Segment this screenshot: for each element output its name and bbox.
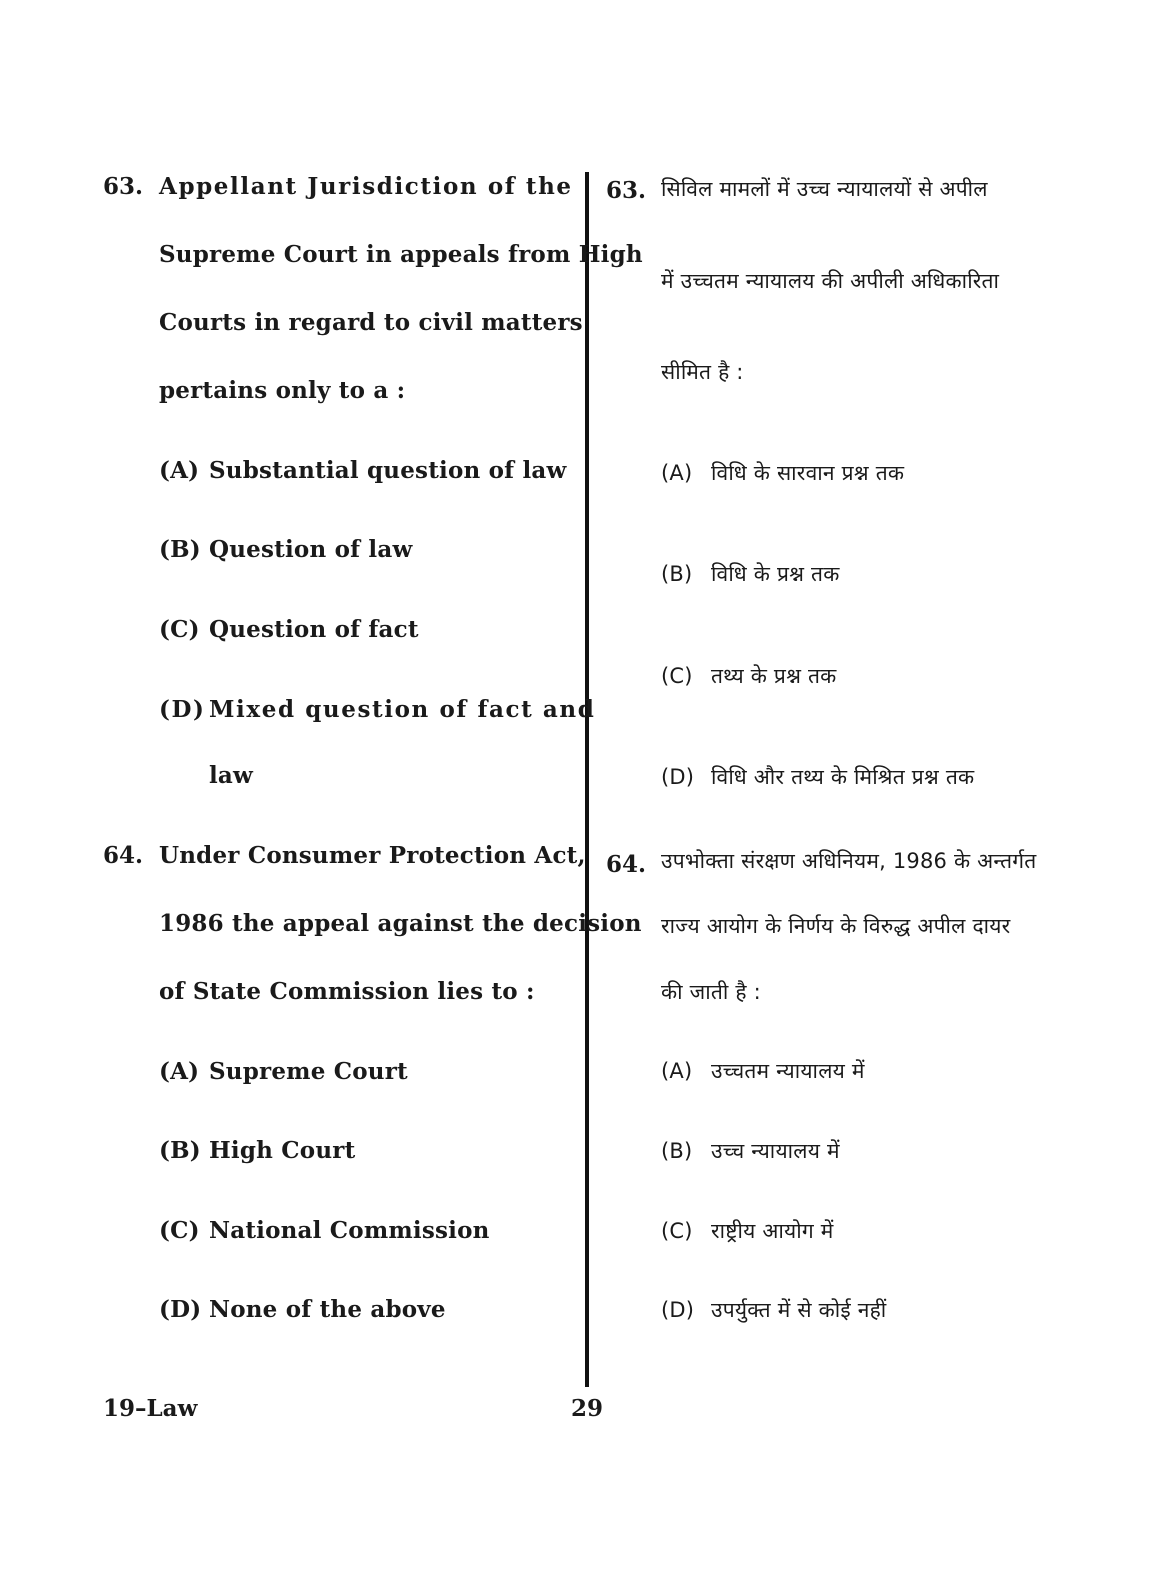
question-64-option-d-hi [661, 1295, 886, 1325]
question-64-line-1-hi: उपभोक्ता संरक्षण अधिनियम, 1986 के अन्तर्गत [661, 849, 1037, 873]
option-letter: (B) [159, 536, 201, 563]
option-letter: (C) [661, 664, 693, 688]
question-63-line-2-hi: में उच्चतम न्यायालय की अपीली अधिकारिता [661, 269, 1000, 293]
question-64-line-3-hi: की जाती है : [661, 980, 761, 1004]
question-64-line-1-en: Under Consumer Protection Act, [159, 842, 586, 869]
option-letter: (D) [159, 696, 206, 723]
option-text: Substantial question of law [209, 457, 567, 484]
option-letter: (D) [159, 1296, 202, 1323]
question-63-line-1-hi: सिविल मामलों में उच्च न्यायालयों से अपील [661, 177, 988, 201]
question-63-option-b-hi [661, 559, 840, 589]
option-text: Supreme Court [209, 1058, 408, 1085]
question-63-option-b-en [159, 535, 412, 565]
question-63-line-3-en: Courts in regard to civil matters [159, 309, 583, 336]
option-letter: (C) [661, 1219, 693, 1243]
option-letter: (A) [661, 1059, 693, 1083]
option-letter: (D) [661, 1298, 695, 1322]
option-text: High Court [209, 1137, 356, 1164]
question-64-option-c-en [159, 1216, 490, 1246]
option-letter: (B) [159, 1137, 201, 1164]
question-63-option-d-hi [661, 762, 974, 792]
option-letter: (A) [159, 457, 200, 484]
option-text: विधि और तथ्य के मिश्रित प्रश्न तक [711, 765, 975, 789]
option-letter: (B) [661, 562, 693, 586]
option-text: उपर्युक्त में से कोई नहीं [711, 1298, 887, 1322]
option-text: None of the above [209, 1296, 446, 1323]
option-letter: (A) [661, 461, 693, 485]
question-63-option-d-en [159, 695, 595, 725]
option-text: विधि के सारवान प्रश्न तक [711, 461, 905, 485]
question-64-line-3-en: of State Commission lies to : [159, 978, 535, 1005]
question-64-line-2-en: 1986 the appeal against the decision [159, 910, 642, 937]
option-text: Question of fact [209, 616, 419, 643]
question-63-line-3-hi: सीमित है : [661, 360, 744, 384]
page-number: 29 [571, 1395, 604, 1422]
question-63-option-d-continuation-en: law [209, 762, 254, 789]
question-63-option-a-en [159, 456, 567, 486]
option-letter: (C) [159, 1217, 200, 1244]
question-64-number-hi: 64. [606, 851, 647, 878]
option-text: उच्च न्यायालय में [711, 1139, 840, 1163]
option-letter: (A) [159, 1058, 200, 1085]
option-text: Mixed question of fact and [209, 696, 596, 723]
question-63-number-en: 63. [103, 173, 144, 200]
question-64-option-b-hi [661, 1136, 840, 1166]
question-63-line-1-en: Appellant Jurisdiction of the [159, 173, 573, 200]
question-64-option-a-en [159, 1057, 408, 1087]
option-text: तथ्य के प्रश्न तक [711, 664, 837, 688]
question-63-option-a-hi [661, 458, 904, 488]
option-letter: (B) [661, 1139, 693, 1163]
question-64-line-2-hi: राज्य आयोग के निर्णय के विरुद्ध अपील दायर [661, 914, 1011, 938]
question-63-line-4-en: pertains only to a : [159, 377, 406, 404]
question-64-option-b-en [159, 1136, 355, 1166]
column-divider [585, 172, 589, 1387]
question-63-number-hi: 63. [606, 177, 647, 204]
question-64-number-en: 64. [103, 842, 144, 869]
option-text: उच्चतम न्यायालय में [711, 1059, 865, 1083]
question-64-option-c-hi [661, 1216, 834, 1246]
option-text: विधि के प्रश्न तक [711, 562, 840, 586]
question-64-option-a-hi [661, 1056, 865, 1086]
question-63-option-c-hi [661, 661, 837, 691]
question-63-option-c-en [159, 615, 419, 645]
option-letter: (D) [661, 765, 695, 789]
option-text: राष्ट्रीय आयोग में [711, 1219, 834, 1243]
question-63-line-2-en: Supreme Court in appeals from High [159, 241, 643, 268]
option-text: Question of law [209, 536, 413, 563]
question-64-option-d-en [159, 1295, 446, 1325]
option-text: National Commission [209, 1217, 490, 1244]
option-letter: (C) [159, 616, 200, 643]
paper-code: 19–Law [103, 1395, 198, 1422]
